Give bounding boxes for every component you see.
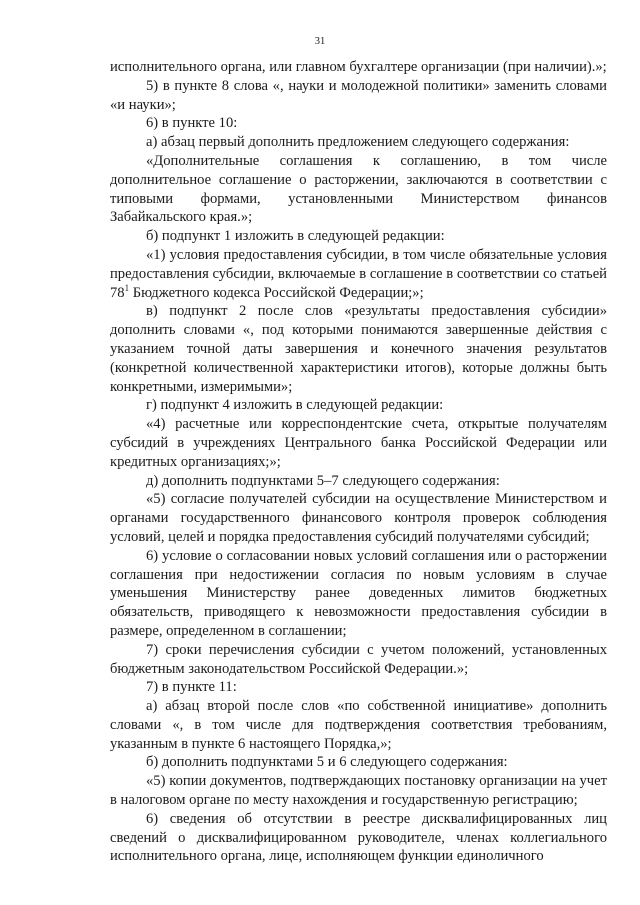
paragraph: «4) расчетные или корреспондентские счета, открытые получателям субсидий в учреждениях Центрального банка Российской Федерации или кредитных организациях;»;: [110, 416, 607, 470]
paragraph-text: «1) условия предоставления субсидии, в том числе обязательные условия предоставления субсидии, включаемые в соглашение в соответствии со статьей 78: [110, 246, 607, 301]
paragraph: 6) условие о согласовании новых условий соглашения или о расторжении соглашения при недостижении согласия по новым условиям в случае уменьшения Министерству ранее доведенных лимитов бюджетных обязательств, приводящего к невозможности предоставления субсидии в размере, определенном в соглашении;: [110, 547, 607, 639]
paragraph: а) абзац первый дополнить предложением следующего содержания:: [146, 134, 570, 151]
paragraph-text: Бюджетного кодекса Российской Федерации;»;: [129, 284, 424, 301]
paragraph: б) подпункт 1 изложить в следующей редакции:: [146, 228, 445, 245]
paragraph: «Дополнительные соглашения к соглашению, в том числе дополнительное соглашение о расторжении, заключаются в соответствии с типовыми формами, установленными Министерством финансов Забайкальского края.»;: [110, 152, 607, 226]
paragraph: а) абзац второй после слов «по собственной инициативе» дополнить словами «, в том числе для подтверждения соответствия требованиям, указанным в пункте 6 настоящего Порядка,»;: [110, 698, 607, 752]
paragraph: в) подпункт 2 после слов «результаты предоставления субсидии» дополнить словами «, под которыми понимаются завершенные действия с указанием точной даты завершения и конечного значения результатов (конкретной количественной характеристики итогов), которые должны быть конкретными, измеримыми»;: [110, 303, 607, 395]
paragraph: б) дополнить подпунктами 5 и 6 следующего содержания:: [146, 754, 508, 771]
paragraph: 6) сведения об отсутствии в реестре дисквалифицированных лиц сведений о дисквалифицированном руководителе, членах коллегиального исполнительного органа, лице, исполняющем функции единоличного: [110, 810, 607, 865]
paragraph: 5) в пункте 8 слова «, науки и молодежной политики» заменить словами «и науки»;: [110, 77, 607, 113]
paragraph: 7) сроки перечисления субсидии с учетом положений, установленных бюджетным законодательством Российской Федерации.»;: [110, 641, 607, 677]
paragraph: 6) в пункте 10:: [146, 115, 238, 132]
page-number: 31: [314, 36, 326, 47]
paragraph: исполнительного органа, или главном бухгалтере организации (при наличии).»;: [110, 59, 607, 75]
superscript: 1: [124, 282, 130, 293]
paragraph: д) дополнить подпунктами 5–7 следующего содержания:: [146, 472, 500, 489]
document-body: [110, 58, 607, 866]
paragraph: 7) в пункте 11:: [146, 679, 237, 696]
paragraph: г) подпункт 4 изложить в следующей редакции:: [146, 397, 444, 414]
paragraph: «5) согласие получателей субсидии на осуществление Министерством и органами государственного финансового контроля проверок соблюдения условий, целей и порядка предоставления субсидий получателями субсидий;: [110, 491, 607, 545]
paragraph: «5) копии документов, подтверждающих постановку организации на учет в налоговом органе по месту нахождения и государственную регистрацию;: [110, 773, 607, 809]
paragraph: [110, 246, 607, 302]
